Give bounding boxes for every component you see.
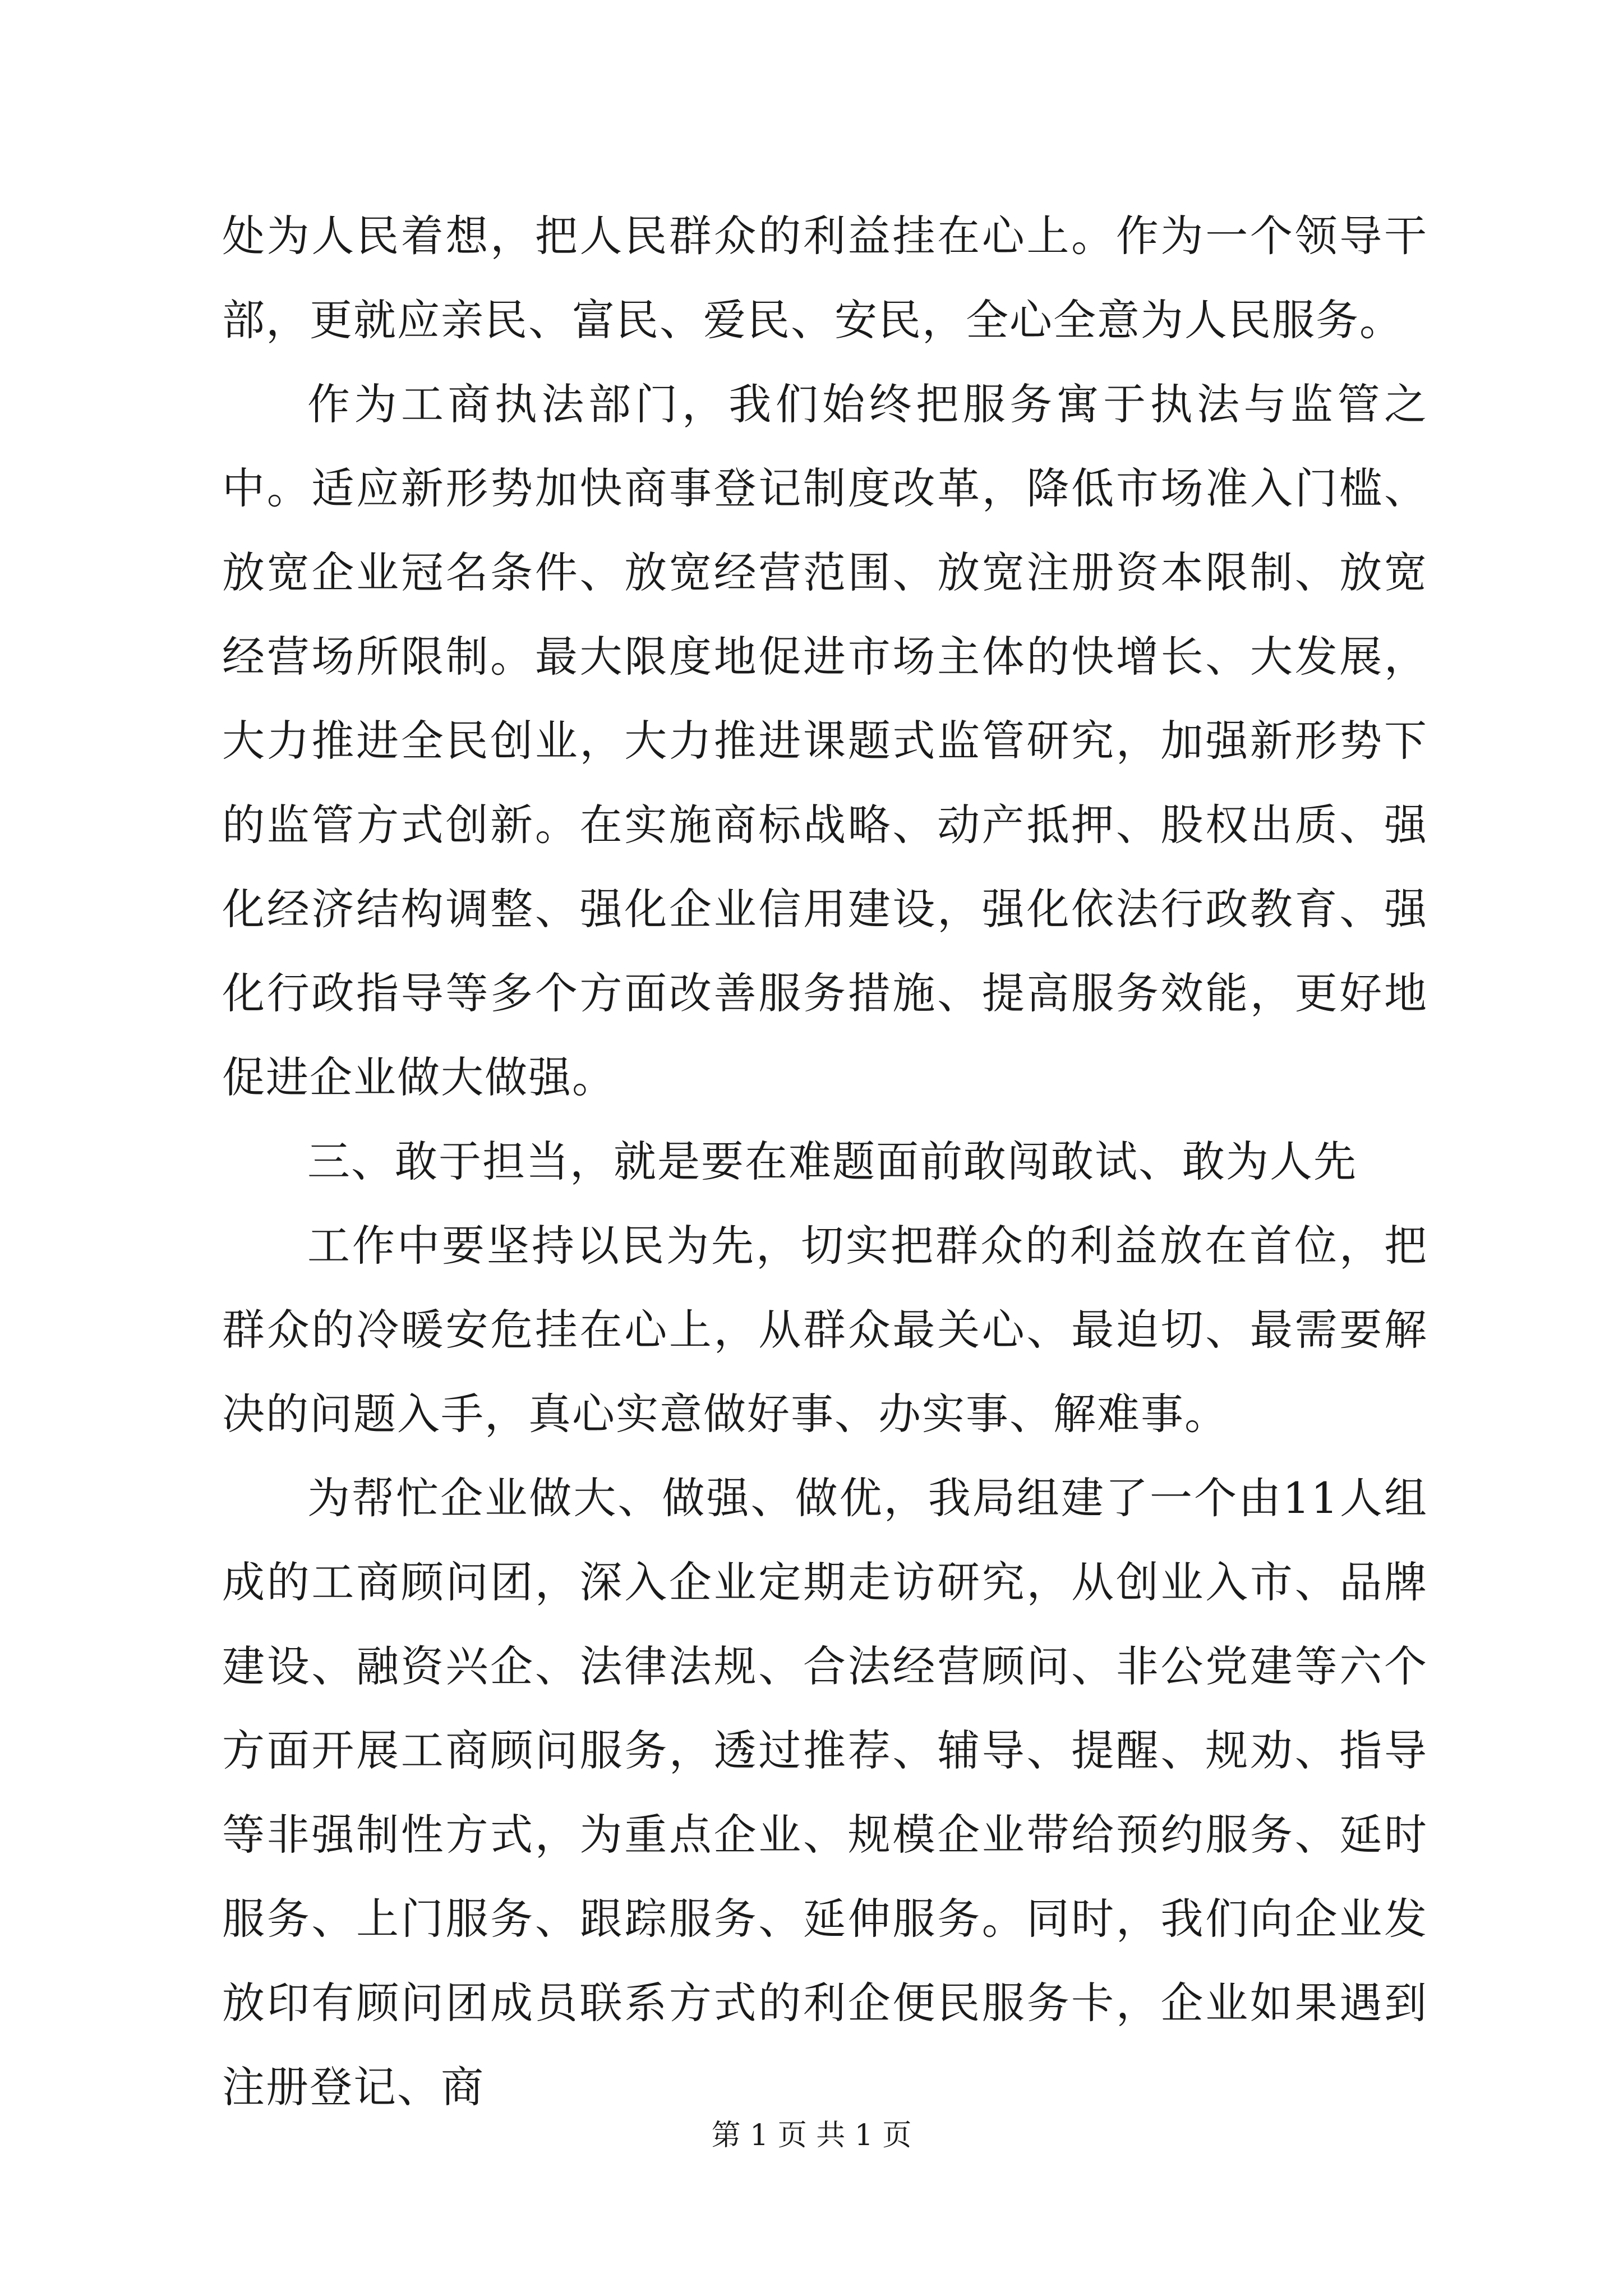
page-footer: 第 1 页 共 1 页 (711, 2119, 912, 2152)
paragraph-3: 工作中要坚持以民为先，切实把群众的利益放在首位，把群众的冷暖安危挂在心上，从群众最关心、最迫切、最需要解决的问题入手，真心实意做好事、办实事、解难事。 (222, 1221, 1428, 1439)
document-body (222, 194, 1428, 2129)
paragraph-2: 作为工商执法部门，我们始终把服务寓于执法与监管之中。适应新形势加快商事登记制度改革，降低市场准入门槛、放宽企业冠名条件、放宽经营范围、放宽注册资本限制、放宽经营场所限制。最大限度地促进市场主体的快增长、大发展，大力推进全民创业，大力推进课题式监管研究，加强新形势下的监管方式创新。在实施商标战略、动产抵押、股权出质、强化经济结构调整、强化企业信用建设，强化依法行政教育、强化行政指导等多个方面改善服务措施、提高服务效能，更好地促进企业做大做强。 (222, 379, 1428, 1102)
section-heading: 三、敢于担当，就是要在难题面前敢闯敢试、敢为人先 (307, 1137, 1357, 1186)
paragraph-4: 为帮忙企业做大、做强、做优，我局组建了一个由11人组成的工商顾问团，深入企业定期走访研究，从创业入市、品牌建设、融资兴企、法律法规、合法经营顾问、非公党建等六个方面开展工商顾问服务，透过推荐、辅导、提醒、规劝、指导等非强制性方式，为重点企业、规模企业带给预约服务、延时服务、上门服务、跟踪服务、延伸服务。同时，我们向企业发放印有顾问团成员联系方式的利企便民服务卡，企业如果遇到注册登记、商 (222, 1473, 1428, 2112)
paragraph-1: 处为人民着想，把人民群众的利益挂在心上。作为一个领导干部，更就应亲民、富民、爱民、安民，全心全意为人民服务。 (222, 211, 1428, 345)
